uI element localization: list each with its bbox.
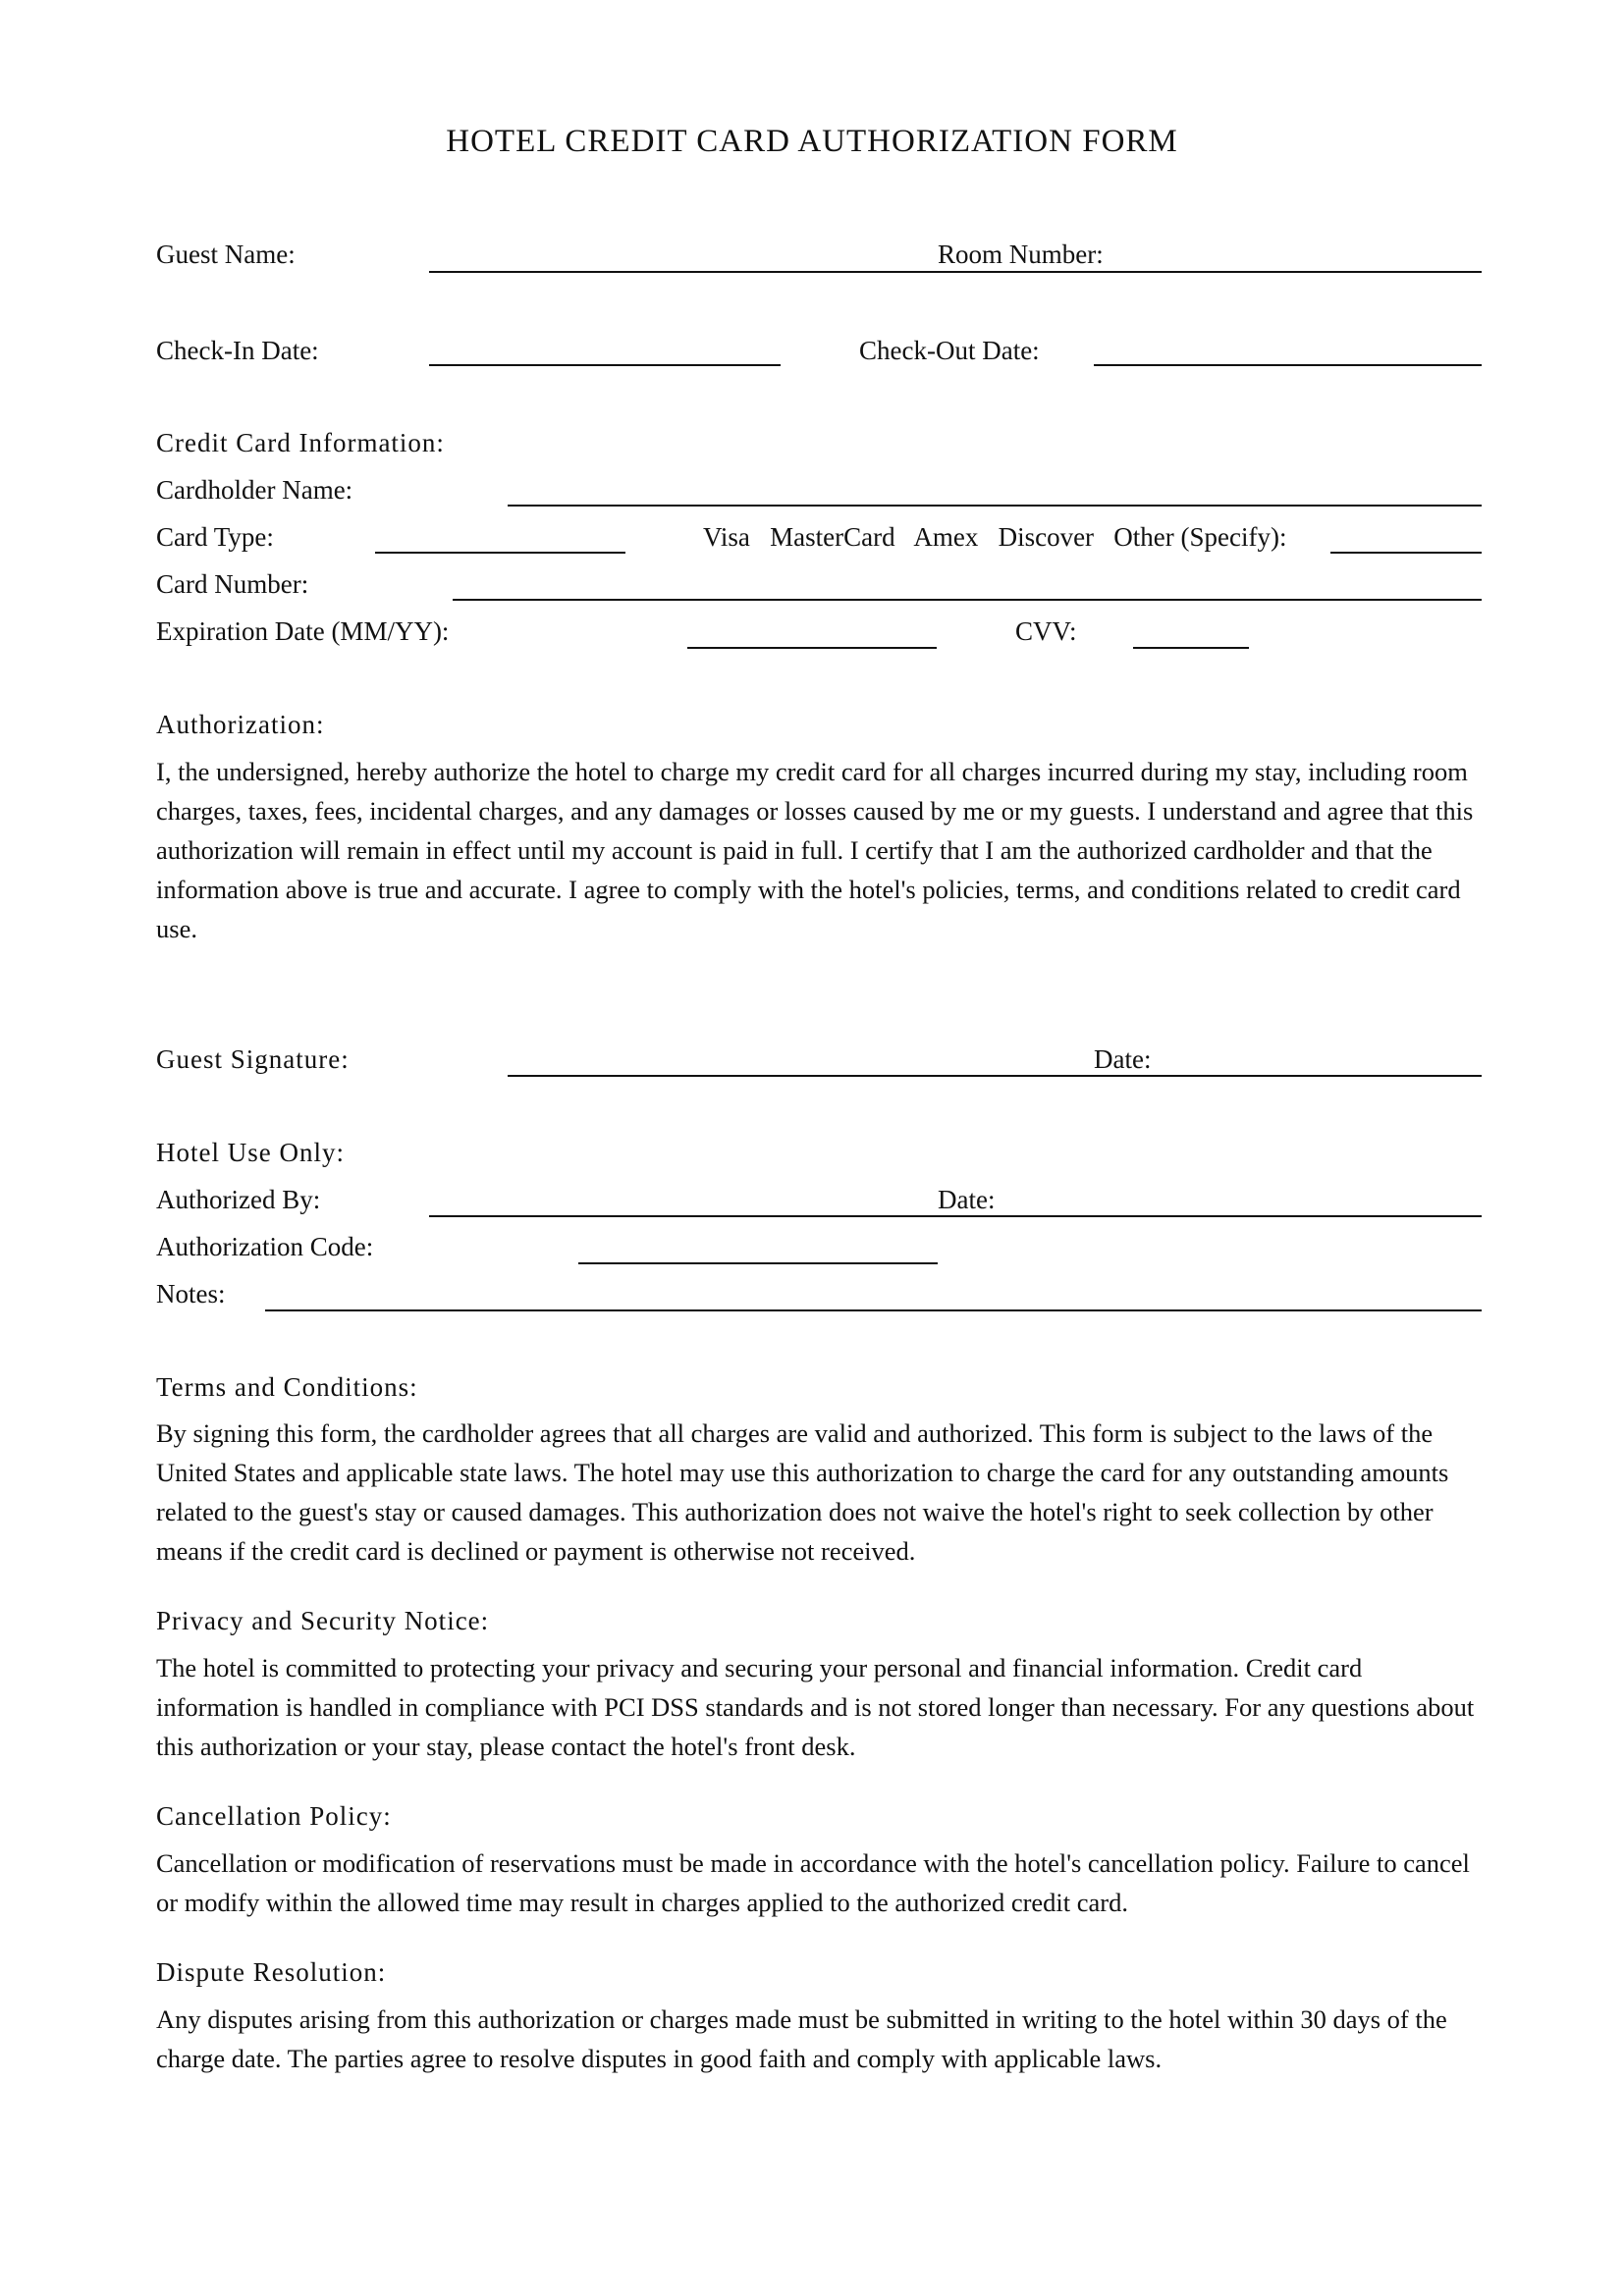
guest-signature-label: Guest Signature: bbox=[156, 1044, 350, 1074]
cardholder-name-field[interactable] bbox=[508, 505, 1482, 507]
card-number-field[interactable] bbox=[453, 599, 1482, 601]
guest-signature-field[interactable] bbox=[508, 1075, 1482, 1077]
other-card-type-field[interactable] bbox=[1330, 552, 1482, 554]
form-title: HOTEL CREDIT CARD AUTHORIZATION FORM bbox=[446, 124, 1178, 159]
check-out-field[interactable] bbox=[1094, 364, 1482, 366]
cvv-label: CVV: bbox=[1015, 616, 1077, 646]
check-in-label: Check-In Date: bbox=[156, 336, 319, 365]
card-number-label: Card Number: bbox=[156, 569, 309, 599]
authorized-by-field[interactable] bbox=[429, 1215, 1482, 1217]
authorized-by-label: Authorized By: bbox=[156, 1185, 321, 1214]
cvv-field[interactable] bbox=[1133, 647, 1249, 649]
cancellation-text: Cancellation or modification of reservations must be made in accordance with the hotel's cancellation policy. Failure to cancel or modify within the allowed time may result in charges applied to the authorized credit card. bbox=[156, 1848, 1470, 1917]
authorization-code-field[interactable] bbox=[578, 1262, 938, 1264]
hotel-date-label: Date: bbox=[938, 1185, 996, 1214]
card-type-field[interactable] bbox=[375, 552, 625, 554]
authorization-code-label: Authorization Code: bbox=[156, 1232, 374, 1261]
terms-heading: Terms and Conditions: bbox=[156, 1372, 418, 1402]
check-in-field[interactable] bbox=[429, 364, 781, 366]
expiration-date-field[interactable] bbox=[687, 647, 937, 649]
hotel-use-heading: Hotel Use Only: bbox=[156, 1138, 345, 1167]
card-type-label: Card Type: bbox=[156, 522, 274, 552]
credit-card-section-heading: Credit Card Information: bbox=[156, 428, 445, 457]
authorization-text: I, the undersigned, hereby authorize the hotel to charge my credit card for all charges incurred during my stay, including room charges, taxes, fees, incidental charges, and any damages or losses caused by me or my guests. I understand and agree that this authorization will remain in effect until my account is paid in full. I certify that I am the authorized cardholder and that the information above is true and accurate. I agree to comply with the hotel's policies, terms, and conditions related to credit card use. bbox=[156, 757, 1474, 943]
notes-label: Notes: bbox=[156, 1279, 226, 1308]
guest-name-field[interactable] bbox=[429, 271, 1482, 273]
room-number-label: Room Number: bbox=[938, 240, 1104, 269]
privacy-text: The hotel is committed to protecting your privacy and securing your personal and financial information. Credit card information is handled in compliance with PCI DSS standards and is not stored longer than necessary. For any questions about this authorization or your stay, please contact the hotel's front desk. bbox=[156, 1653, 1475, 1761]
check-out-label: Check-Out Date: bbox=[859, 336, 1040, 365]
guest-name-label: Guest Name: bbox=[156, 240, 296, 269]
dispute-heading: Dispute Resolution: bbox=[156, 1957, 387, 1987]
cardholder-name-label: Cardholder Name: bbox=[156, 475, 353, 505]
signature-date-label: Date: bbox=[1094, 1044, 1152, 1074]
card-type-options: Visa MasterCard Amex Discover Other (Specify): bbox=[703, 522, 1287, 552]
privacy-heading: Privacy and Security Notice: bbox=[156, 1606, 490, 1635]
notes-field[interactable] bbox=[265, 1309, 1482, 1311]
cancellation-heading: Cancellation Policy: bbox=[156, 1801, 392, 1831]
dispute-text: Any disputes arising from this authorization or charges made must be submitted in writing to the hotel within 30 days of the charge date. The parties agree to resolve disputes in good faith and comply with applicable laws. bbox=[156, 2004, 1447, 2073]
authorization-heading: Authorization: bbox=[156, 710, 325, 739]
expiration-date-label: Expiration Date (MM/YY): bbox=[156, 616, 450, 646]
terms-text: By signing this form, the cardholder agrees that all charges are valid and authorized. This form is subject to the laws of the United States and applicable state laws. The hotel may use this authorization to charge the card for any outstanding amounts related to the guest's stay or caused damages. This authorization does not waive the hotel's right to seek collection by other means if the credit card is declined or payment is otherwise not received. bbox=[156, 1418, 1449, 1566]
